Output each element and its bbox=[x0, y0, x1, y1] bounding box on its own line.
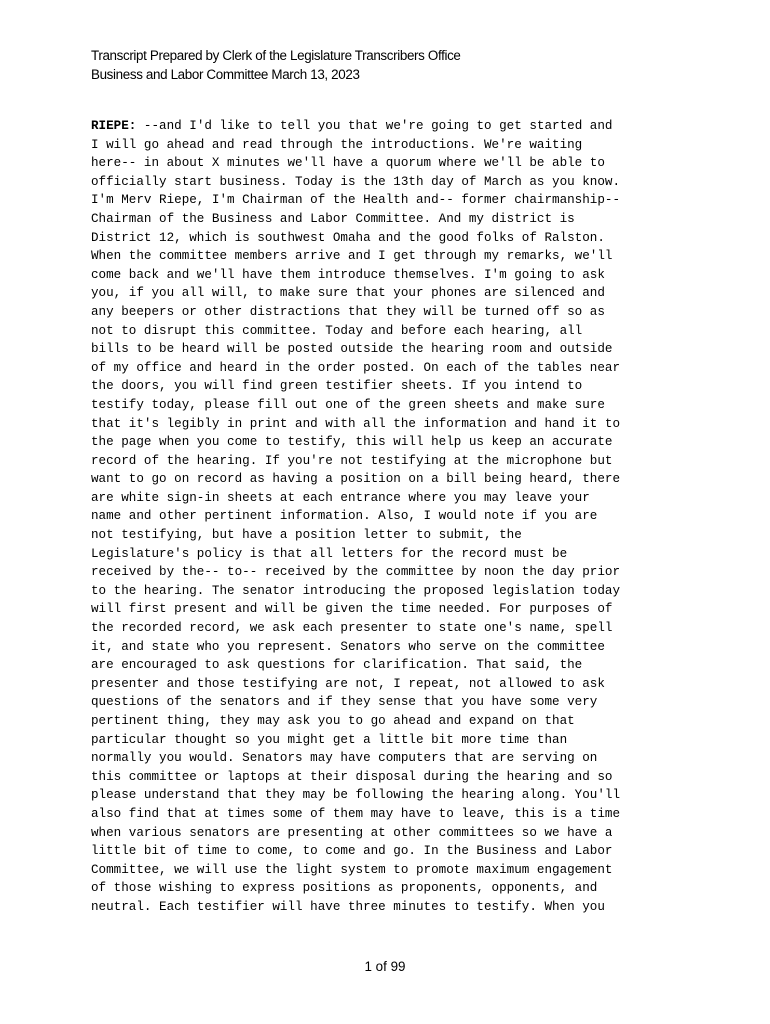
transcript-line-text: come back and we'll have them introduce themselves. I'm going to ask bbox=[91, 267, 605, 282]
transcript-line-text: the doors, you will find green testifier sheets. If you intend to bbox=[91, 379, 583, 394]
transcript-line bbox=[91, 136, 620, 155]
transcript-line bbox=[91, 415, 620, 434]
transcript-line bbox=[91, 898, 620, 917]
transcript-line bbox=[91, 154, 620, 173]
transcript-line-text: of my office and heard in the order posted. On each of the tables near bbox=[91, 360, 621, 375]
transcript-line bbox=[91, 545, 620, 564]
transcript-line bbox=[91, 396, 620, 415]
transcript-line-text: received by the-- to-- received by the committee by noon the day prior bbox=[91, 565, 621, 580]
transcript-line-text: please understand that they may be following the hearing along. You'll bbox=[91, 788, 621, 803]
transcript-line-text: will first present and will be given the time needed. For purposes of bbox=[91, 602, 613, 617]
transcript-line-text: are white sign-in sheets at each entrance where you may leave your bbox=[91, 490, 590, 505]
transcript-line bbox=[91, 284, 620, 303]
transcript-line-text: name and other pertinent information. Also, I would note if you are bbox=[91, 509, 598, 524]
transcript-line-text: also find that at times some of them may have to leave, this is a time bbox=[91, 806, 621, 821]
transcript-line bbox=[91, 210, 620, 229]
transcript-line bbox=[91, 600, 620, 619]
transcript-line-text: Chairman of the Business and Labor Committee. And my district is bbox=[91, 211, 575, 226]
transcript-line bbox=[91, 340, 620, 359]
transcript-line-text: the recorded record, we ask each presenter to state one's name, spell bbox=[91, 621, 613, 636]
transcript-line-text: testify today, please fill out one of the green sheets and make sure bbox=[91, 397, 605, 412]
transcript-line-text: are encouraged to ask questions for clarification. That said, the bbox=[91, 658, 583, 673]
transcript-line bbox=[91, 619, 620, 638]
transcript-line-text: neutral. Each testifier will have three minutes to testify. When you bbox=[91, 899, 605, 914]
transcript-line-text: you, if you all will, to make sure that your phones are silenced and bbox=[91, 286, 605, 301]
transcript-line-text: particular thought so you might get a little bit more time than bbox=[91, 732, 568, 747]
transcript-line bbox=[91, 786, 620, 805]
transcript-line-text: questions of the senators and if they sense that you have some very bbox=[91, 695, 598, 710]
transcript-line-text: here-- in about X minutes we'll have a quorum where we'll be able to bbox=[91, 156, 605, 171]
transcript-line-text: any beepers or other distractions that they will be turned off so as bbox=[91, 304, 605, 319]
transcript-line-text: record of the hearing. If you're not testifying at the microphone but bbox=[91, 453, 613, 468]
transcript-line bbox=[91, 861, 620, 880]
transcript-line bbox=[91, 452, 620, 471]
transcript-line-text: presenter and those testifying are not, I repeat, not allowed to ask bbox=[91, 676, 605, 691]
transcript-line-text: pertinent thing, they may ask you to go ahead and expand on that bbox=[91, 714, 575, 728]
transcript-line bbox=[91, 526, 620, 545]
transcript-line bbox=[91, 191, 620, 210]
page-number: 1 of 99 bbox=[364, 959, 406, 974]
transcript-line bbox=[91, 117, 620, 136]
header-title: Transcript Prepared by Clerk of the Legislature Transcribers Office bbox=[91, 48, 461, 63]
speaker-name: RIEPE: bbox=[91, 119, 137, 133]
transcript-line-text: it, and state who you represent. Senators who serve on the committee bbox=[91, 639, 605, 654]
transcript-line-text: Legislature's policy is that all letters for the record must be bbox=[91, 546, 568, 561]
transcript-line bbox=[91, 582, 620, 601]
transcript-line bbox=[91, 433, 620, 452]
transcript-line bbox=[91, 247, 620, 266]
transcript-line bbox=[91, 749, 620, 768]
transcript-line bbox=[91, 805, 620, 824]
transcript-line-text: the page when you come to testify, this will help us keep an accurate bbox=[91, 435, 613, 450]
transcript-line bbox=[91, 693, 620, 712]
transcript-line bbox=[91, 656, 620, 675]
transcript-line-text: officially start business. Today is the 13th day of March as you know. bbox=[91, 174, 621, 189]
transcript-line-text: this committee or laptops at their disposal during the hearing and so bbox=[91, 769, 613, 784]
transcript-line-text: not testifying, but have a position letter to submit, the bbox=[91, 528, 522, 543]
transcript-line bbox=[91, 563, 620, 582]
transcript-line-text: I will go ahead and read through the introductions. We're waiting bbox=[91, 137, 583, 152]
transcript-header bbox=[91, 46, 461, 84]
transcript-line bbox=[91, 173, 620, 192]
transcript-line bbox=[91, 824, 620, 843]
transcript-line-text: bills to be heard will be posted outside the hearing room and outside bbox=[91, 342, 613, 357]
transcript-line bbox=[91, 359, 620, 378]
transcript-line-text: want to go on record as having a position on a bill being heard, there bbox=[91, 472, 621, 487]
header-subtitle: Business and Labor Committee March 13, 2023 bbox=[91, 67, 360, 82]
transcript-line bbox=[91, 842, 620, 861]
transcript-line bbox=[91, 377, 620, 396]
transcript-line bbox=[91, 489, 620, 508]
transcript-line-text: not to disrupt this committee. Today and before each hearing, all bbox=[91, 323, 583, 338]
transcript-line-text: When the committee members arrive and I get through my remarks, we'll bbox=[91, 249, 613, 264]
transcript-line bbox=[91, 303, 620, 322]
transcript-line-text: --and I'd like to tell you that we're going to get started and bbox=[136, 119, 613, 133]
transcript-line bbox=[91, 675, 620, 694]
transcript-line-text: District 12, which is southwest Omaha and the good folks of Ralston. bbox=[91, 230, 605, 245]
transcript-line bbox=[91, 470, 620, 489]
transcript-line bbox=[91, 322, 620, 341]
transcript-body bbox=[91, 117, 620, 917]
transcript-line-text: to the hearing. The senator introducing the proposed legislation today bbox=[91, 583, 621, 598]
transcript-line-text: of those wishing to express positions as proponents, opponents, and bbox=[91, 881, 598, 896]
transcript-line-text: that it's legibly in print and with all the information and hand it to bbox=[91, 416, 621, 431]
transcript-line bbox=[91, 712, 620, 731]
transcript-line bbox=[91, 266, 620, 285]
transcript-line-text: when various senators are presenting at other committees so we have a bbox=[91, 825, 613, 840]
transcript-line bbox=[91, 768, 620, 787]
transcript-line-text: normally you would. Senators may have computers that are serving on bbox=[91, 751, 598, 766]
transcript-line-text: little bit of time to come, to come and go. In the Business and Labor bbox=[91, 844, 613, 859]
transcript-line-text: Committee, we will use the light system to promote maximum engagement bbox=[91, 862, 613, 877]
transcript-line-text: I'm Merv Riepe, I'm Chairman of the Health and-- former chairmanship-- bbox=[91, 193, 621, 208]
transcript-line bbox=[91, 638, 620, 657]
transcript-line bbox=[91, 507, 620, 526]
transcript-line bbox=[91, 879, 620, 898]
transcript-line bbox=[91, 229, 620, 248]
transcript-line bbox=[91, 731, 620, 750]
